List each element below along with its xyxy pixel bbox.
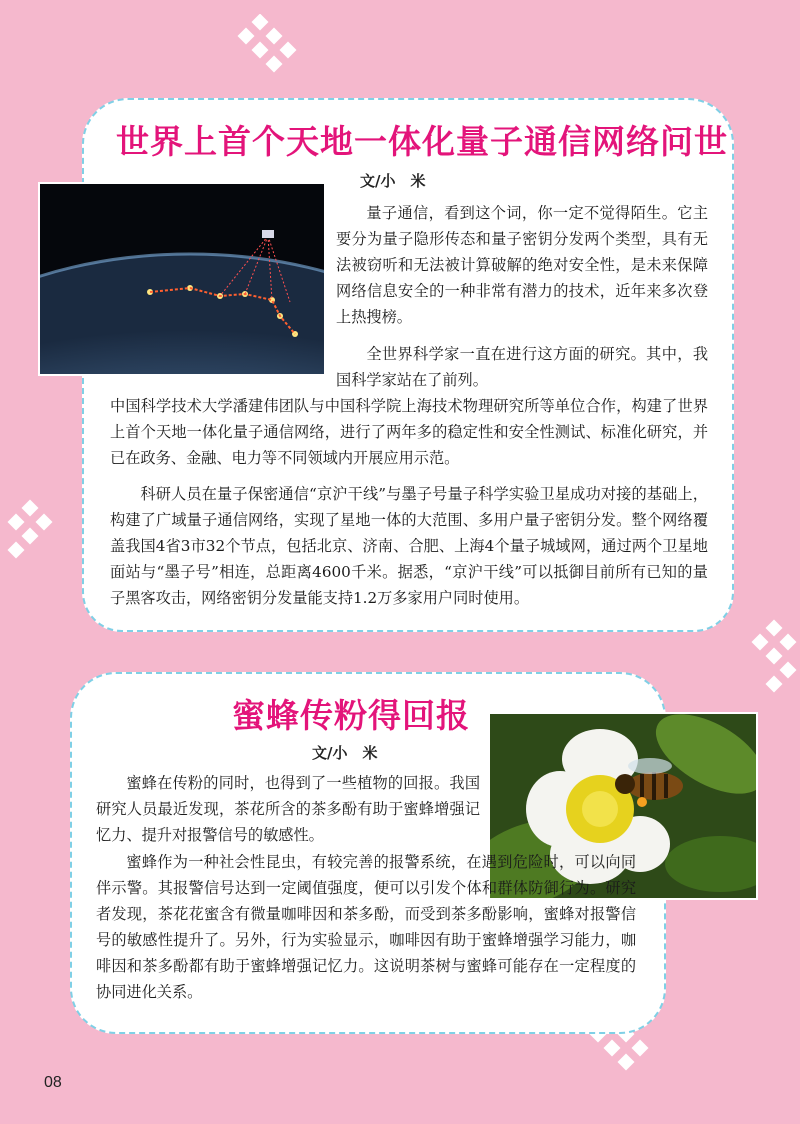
diamond-cluster-top-icon <box>228 14 300 80</box>
satellite-icon <box>262 230 274 238</box>
article-paragraph: 量子通信，看到这个词，你一定不觉得陌生。它主要分为量子隐形传态和量子密钥分发两个类型，具有无法被窃听和无法被计算破解的绝对安全性，是未来保障网络信息安全的一种非常有潜力的技术，近年来多次登上热搜榜。 <box>336 204 708 326</box>
article-title-quantum: 世界上首个天地一体化量子通信网络问世 <box>116 122 728 161</box>
diamond-cluster-right-icon <box>738 618 800 704</box>
article-paragraph: 蜜蜂作为一种社会性昆虫，有较完善的报警系统，在遇到危险时，可以向同伴示警。其报警信号达到一定阈值强度，便可以引发个体和群体防御行为。研究者发现，茶花花蜜含有微量咖啡因和茶多酚，而受到茶多酚影响，蜜蜂对报警信号的敏感性提升了。另外，行为实验显示，咖啡因有助于蜜蜂增强学习能力，咖啡因和茶多酚都有助于蜜蜂增强记忆力。这说明茶树与蜜蜂可能存在一定程度的协同进化关系。 <box>96 853 636 1001</box>
article-paragraph: 中国科学技术大学潘建伟团队与中国科学院上海技术物理研究所等单位合作，构建了世界上首个天地一体化量子通信网络，进行了两年多的稳定性和安全性测试、标准化研究，并已在政务、金融、电力等不同领域内开展应用示范。 <box>110 397 708 467</box>
article-title-bee: 蜜蜂传粉得回报 <box>232 696 470 735</box>
diamond-cluster-left-icon <box>0 498 62 566</box>
article-author-bee: 文/小 米 <box>312 744 378 762</box>
satellite-network-illustration <box>40 184 324 374</box>
article-paragraph: 科研人员在量子保密通信“京沪干线”与墨子号量子科学实验卫星成功对接的基础上，构建了广域量子通信网络，实现了星地一体的大范围、多用户量子密钥分发。整个网络覆盖我国4省3市32个节点，包括北京、济南、合肥、上海4个量子城域网，通过两个卫星地面站与“墨子号”相连，总距离4600千米。据悉，“京沪干线”可以抵御目前所有已知的量子黑客攻击，网络密钥分发量能支持1.2万多家用户同时使用。 <box>110 485 708 607</box>
satellite-earth-image <box>38 182 326 376</box>
page-number: 08 <box>44 1074 62 1091</box>
article-paragraph: 全世界科学家一直在进行这方面的研究。其中，我国科学家站在了前列。 <box>336 345 708 389</box>
article-paragraph: 蜜蜂在传粉的同时，也得到了一些植物的回报。我国研究人员最近发现，茶花所含的茶多酚有助于蜜蜂增强记忆力、提升对报警信号的敏感性。 <box>96 774 480 844</box>
article-author-quantum: 文/小 米 <box>360 172 426 190</box>
